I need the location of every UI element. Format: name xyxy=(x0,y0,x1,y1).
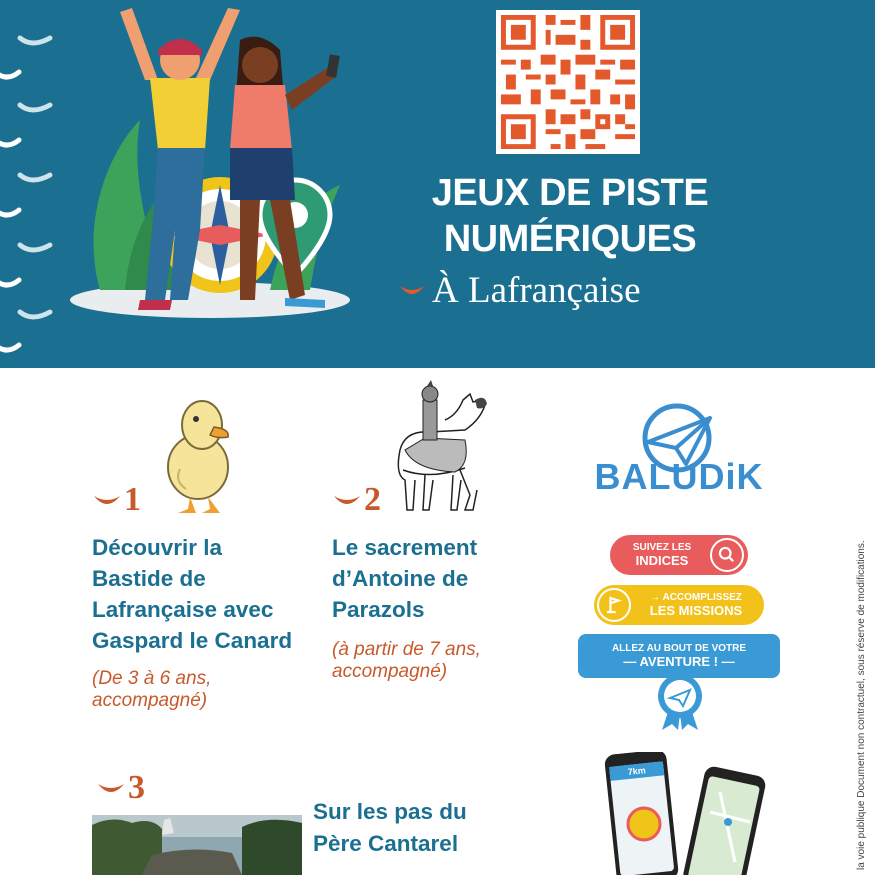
phones-illustration xyxy=(600,752,775,875)
step-missions-pill xyxy=(594,585,764,625)
flag-icon xyxy=(597,588,631,622)
game-3-number-row xyxy=(96,770,145,806)
game-age: (à partir de 7 ans, accompagné) xyxy=(332,639,481,682)
phone-distance-label: 7km xyxy=(627,765,647,778)
game-number-row xyxy=(332,482,532,518)
magnifier-icon xyxy=(710,538,744,572)
badge-icon xyxy=(652,672,708,732)
game-title: Le sacrement d’Antoine de Parazols xyxy=(332,535,478,622)
game-title: Découvrir la Bastide de Lafrançaise avec Gaspard le Canard xyxy=(92,535,293,653)
header-band xyxy=(0,0,875,368)
game-2[interactable] xyxy=(332,482,532,683)
side-note: la voie publique Document non contractuel, sous réserve de modifications. xyxy=(856,540,867,870)
smile-icon xyxy=(332,490,362,510)
baludik-logo-text: BALUDiK xyxy=(594,456,764,497)
game-number-row xyxy=(92,482,302,518)
step-small: → ACCOMPLISSEZ xyxy=(650,592,742,603)
step-indices-pill xyxy=(610,535,748,575)
qr-code[interactable] xyxy=(496,10,640,154)
river-photo xyxy=(92,815,302,875)
subtitle-row xyxy=(398,268,728,312)
step-big: — AVENTURE ! — xyxy=(623,654,735,669)
game-3-title[interactable]: Sur les pas du Père Cantarel xyxy=(313,799,467,856)
step-big: LES MISSIONS xyxy=(649,603,743,618)
main-title xyxy=(380,170,760,262)
explorers-illustration xyxy=(70,0,380,330)
game-age: (De 3 à 6 ans, accompagné) xyxy=(92,668,212,711)
step-big: INDICES xyxy=(635,553,689,568)
game-number: 3 xyxy=(128,769,145,806)
game-number: 2 xyxy=(364,481,381,518)
title-line1: JEUX DE PISTE xyxy=(431,172,709,214)
subtitle: À Lafrançaise xyxy=(432,269,641,311)
step-small: SUIVEZ LES xyxy=(632,542,692,553)
smile-icon xyxy=(92,490,122,510)
game-1[interactable] xyxy=(92,482,302,712)
title-line2: NUMÉRIQUES xyxy=(443,218,697,260)
smile-icon xyxy=(398,280,426,300)
step-small: ALLEZ AU BOUT DE VOTRE xyxy=(611,643,747,654)
game-number: 1 xyxy=(124,481,141,518)
scallop-decoration-icon xyxy=(0,0,60,368)
smile-icon xyxy=(96,778,126,798)
